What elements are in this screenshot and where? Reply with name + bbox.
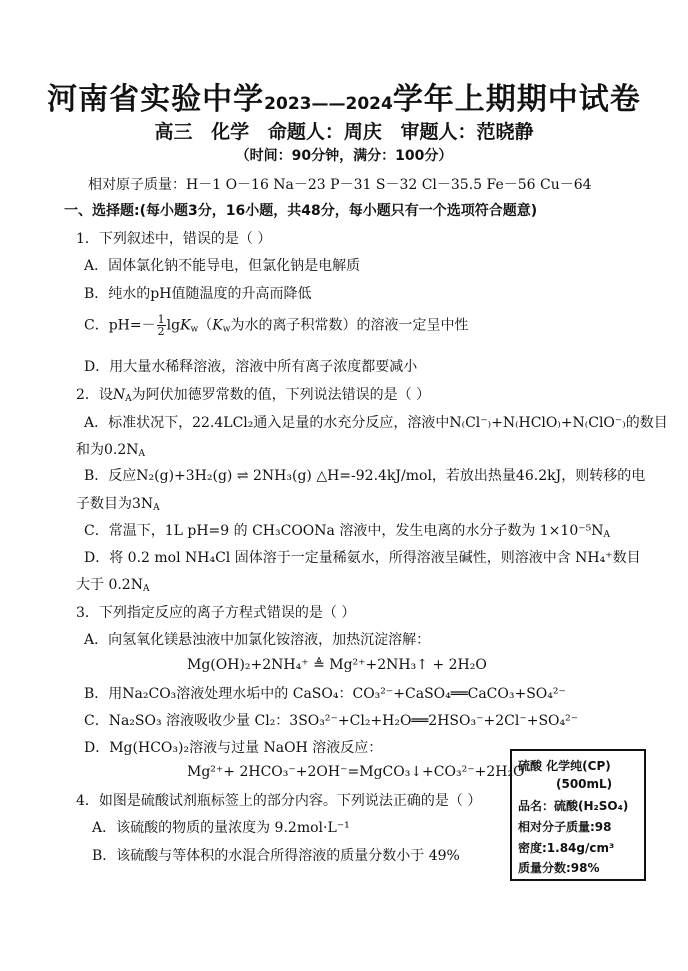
exam-title xyxy=(0,74,688,118)
q2-stem-n: N xyxy=(112,387,126,403)
q1-option-b: B．纯水的pH值随温度的升高而降低 xyxy=(84,286,312,302)
title-term: 学年上期期中试卷 xyxy=(392,82,641,117)
q1-c-paren-ksub: w xyxy=(222,324,231,335)
q4-option-b: B．该硫酸与等体积的水混合所得溶液的质量分数小于 49% xyxy=(92,848,460,864)
title-school: 河南省实验中学 xyxy=(47,82,265,117)
q3-option-d-equation: Mg²⁺+ 2HCO₃⁻+2OH⁻=MgCO₃↓+CO₃²⁻+2H₂O xyxy=(187,764,525,780)
subject-label: 化学 xyxy=(211,121,250,143)
q1-c-suffix: 为水的离子积常数）的溶液一定呈中性 xyxy=(230,317,469,334)
q2-b-sub: A xyxy=(153,503,160,513)
q2-c-text: C．常温下，1L pH=9 的 CH₃COONa 溶液中，发生电离的水分子数为 1×10⁻⁵N xyxy=(84,523,604,539)
reagent-label-line1: 硫酸 化学纯(CP) xyxy=(518,759,611,773)
q3-stem: 3．下列指定反应的离子方程式错误的是（ ） xyxy=(76,605,356,621)
q2-option-a-line2 xyxy=(76,439,145,459)
q1-option-a: A．固体氯化钠不能导电，但氯化钠是电解质 xyxy=(84,258,361,274)
reagent-label-density: 密度:1.84g/cm³ xyxy=(518,841,615,855)
reagent-label-name: 品名：硫酸(H₂SO₄) xyxy=(518,799,629,813)
q1-c-paren: （ xyxy=(198,317,213,334)
reagent-label xyxy=(510,749,646,881)
section-heading xyxy=(64,200,537,220)
q2-stem-p1: 2．设 xyxy=(76,387,113,403)
q3-option-a-line1: A．向氢氧化镁悬浊液中加氯化铵溶液，加热沉淀溶解： xyxy=(84,632,431,648)
q4-option-a: A．该硫酸的物质的量浓度为 9.2mol·L⁻¹ xyxy=(92,820,350,836)
reviewer-label: 审题人：范晓静 xyxy=(400,121,534,143)
q1-c-fraction xyxy=(157,314,166,337)
reagent-label-molar-mass: 相对分子质量:98 xyxy=(518,820,612,834)
exam-subtitle xyxy=(0,117,688,144)
fraction-denominator: 2 xyxy=(157,325,165,338)
q2-option-d-line1: D．将 0.2 mol NH₄Cl 固体溶于一定量稀氨水，所得溶液呈碱性，则溶液中含 NH₄⁺数目 xyxy=(84,550,641,566)
q2-option-b-line1: B．反应N₂(g)+3H₂(g) ⇌ 2NH₃(g) △H=-92.4kJ/mol，若放出热量46.2kJ，则转移的电 xyxy=(84,468,646,484)
q2-stem-p2: 为阿伏加德罗常数的值，下列说法错误的是（ ） xyxy=(131,387,431,403)
q3-option-c: C．Na₂SO₃ 溶液吸收少量 Cl₂：3SO₃²⁻+Cl₂+H₂O══2HSO₃⁻+2Cl⁻+SO₄²⁻ xyxy=(84,713,579,729)
q1-c-lg: lg xyxy=(166,317,181,334)
q2-d-sub: A xyxy=(142,584,150,594)
grade-label: 高三 xyxy=(154,121,193,143)
q2-stem-nsub: A xyxy=(125,394,132,404)
title-year: 2023——2024 xyxy=(264,94,393,114)
q2-a-sub: A xyxy=(138,449,146,459)
q1-stem: 1．下列叙述中，错误的是（ ） xyxy=(76,231,272,247)
q1-option-d: D．用大量水稀释溶液，溶液中所有离子浓度都要减小 xyxy=(84,359,418,375)
q1-c-prefix: C．pH=－ xyxy=(84,317,156,334)
section-instructions: (每小题3分，16小题，共48分，每小题只有一个选项符合题意) xyxy=(139,203,538,219)
q4-stem: 4．如图是硫酸试剂瓶标签上的部分内容。下列说法正确的是（ ） xyxy=(76,793,482,809)
q2-c-sub: A xyxy=(603,530,610,540)
q3-option-a-equation: Mg(OH)₂+2NH₄⁺ ≜ Mg²⁺+2NH₃↑ + 2H₂O xyxy=(187,657,487,673)
q2-option-c xyxy=(84,520,610,540)
q2-option-a-line1: A．标准状况下，22.4LCl₂通入足量的水充分反应，溶液中N₍Cl⁻₎+N₍HClO₎+N₍ClO⁻₎的数目 xyxy=(84,415,668,431)
atomic-masses: 相对原子质量：H－1 O－16 Na－23 P－31 S－32 Cl－35.5 Fe－56 Cu－64 xyxy=(88,177,592,193)
q2-b-text: 子数目为3N xyxy=(76,496,154,512)
q3-option-b: B．用Na₂CO₃溶液处理水垢中的 CaSO₄：CO₃²⁻+CaSO₄══CaCO₃+SO₄²⁻ xyxy=(84,686,566,702)
fraction-numerator: 1 xyxy=(157,313,165,326)
reagent-label-volume: (500mL) xyxy=(556,777,613,791)
q1-option-c xyxy=(84,314,468,337)
time-info: （时间：90分钟，满分：100分） xyxy=(235,148,453,164)
q1-c-ksub: w xyxy=(190,324,199,335)
q1-c-k: K xyxy=(180,317,191,334)
q3-option-d-line1: D．Mg(HCO₃)₂溶液与过量 NaOH 溶液反应： xyxy=(84,740,383,756)
q2-option-b-line2 xyxy=(76,493,160,513)
section-title: 一、选择题: xyxy=(64,203,140,219)
q2-d-text: 大于 0.2N xyxy=(76,577,143,593)
author-label: 命题人：周庆 xyxy=(267,121,382,143)
q2-a-text: 和为0.2N xyxy=(76,442,139,458)
q2-stem xyxy=(76,384,430,404)
reagent-label-mass-fraction: 质量分数:98% xyxy=(518,861,600,875)
q1-c-paren-k: K xyxy=(212,317,223,334)
q2-option-d-line2 xyxy=(76,574,149,594)
